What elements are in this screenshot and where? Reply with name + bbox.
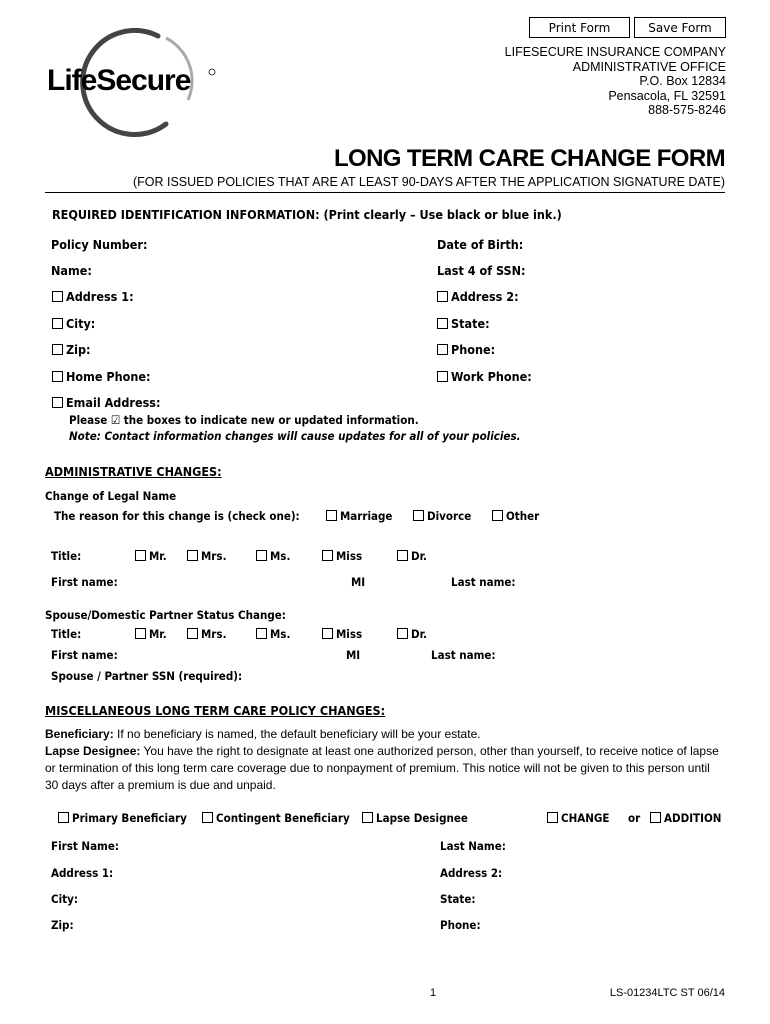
title-label: Title: (51, 549, 82, 563)
marriage-label: Marriage (340, 509, 393, 523)
mrs-option[interactable] (187, 549, 227, 563)
misc-heading: MISCELLANEOUS LONG TERM CARE POLICY CHANGES: (45, 703, 386, 718)
address2-row (437, 289, 519, 304)
state-row (437, 316, 490, 331)
spouse-ms-checkbox[interactable] (256, 628, 267, 639)
form-code: LS-01234LTC ST 06/14 (609, 987, 725, 999)
phone-checkbox[interactable] (437, 344, 448, 355)
spouse-ms-option[interactable] (256, 627, 290, 641)
address2-label: Address 2: (451, 289, 519, 304)
lapse-designee-label: Lapse Designee (376, 811, 468, 825)
identification-heading: REQUIRED IDENTIFICATION INFORMATION: (Print clearly – Use black or blue ink.) (52, 207, 562, 222)
spouse-first-name-field[interactable]: First name: (51, 648, 118, 662)
legal-name-label: Change of Legal Name (45, 489, 177, 503)
beneficiary-paragraph (45, 726, 725, 794)
dr-label: Dr. (411, 549, 427, 563)
email-checkbox[interactable] (52, 397, 63, 408)
contact-note: Note: Contact information changes will cause updates for all of your policies. (69, 429, 521, 443)
ssn-last4-field[interactable]: Last 4 of SSN: (437, 263, 526, 278)
dob-field[interactable]: Date of Birth: (437, 237, 524, 252)
ms-checkbox[interactable] (256, 550, 267, 561)
state-checkbox[interactable] (437, 318, 448, 329)
primary-beneficiary-label: Primary Beneficiary (72, 811, 187, 825)
ms-label: Ms. (270, 549, 291, 563)
contingent-beneficiary-label: Contingent Beneficiary (216, 811, 350, 825)
page-number: 1 (430, 987, 437, 999)
zip-row (52, 342, 91, 357)
mr-label: Mr. (149, 549, 167, 563)
spouse-mr-option[interactable] (135, 627, 167, 641)
lapse-text: You have the right to designate at least one authorized person, other than yourself, to receive notice of lapse or termination of this long term care coverage due to nonpayment of premium. This notice will not be given to this person until 30 days after a premium is due and unpaid. (45, 744, 719, 792)
state-label: State: (451, 316, 490, 331)
home-phone-label: Home Phone: (66, 369, 151, 384)
mrs-label: Mrs. (201, 549, 227, 563)
print-form-button[interactable]: Print Form (529, 17, 630, 38)
spouse-ms-label: Ms. (270, 627, 291, 641)
spouse-ssn-field[interactable]: Spouse / Partner SSN (required): (51, 669, 243, 683)
spouse-miss-checkbox[interactable] (322, 628, 333, 639)
misc-last-name-field[interactable]: Last Name: (440, 839, 506, 853)
lapse-designee-checkbox[interactable] (362, 812, 373, 823)
misc-address1-field[interactable]: Address 1: (51, 866, 114, 880)
policy-number-field[interactable]: Policy Number: (51, 237, 148, 252)
spouse-mrs-checkbox[interactable] (187, 628, 198, 639)
or-label: or (628, 811, 641, 825)
primary-beneficiary-option[interactable] (58, 811, 187, 825)
contingent-beneficiary-checkbox[interactable] (202, 812, 213, 823)
title-divider (45, 192, 725, 193)
first-name-field[interactable]: First name: (51, 575, 118, 589)
city-label: City: (66, 316, 96, 331)
phone-row (437, 342, 495, 357)
company-name: LIFESECURE INSURANCE COMPANY (504, 45, 726, 59)
other-checkbox[interactable] (492, 510, 503, 521)
phone-label: Phone: (451, 342, 496, 357)
divorce-option[interactable] (413, 509, 471, 523)
home-phone-row (52, 369, 151, 384)
misc-phone-field[interactable]: Phone: (440, 918, 481, 932)
misc-address2-field[interactable]: Address 2: (440, 866, 503, 880)
work-phone-label: Work Phone: (451, 369, 532, 384)
spouse-heading: Spouse/Domestic Partner Status Change: (45, 608, 286, 622)
miss-option[interactable] (322, 549, 362, 563)
dr-checkbox[interactable] (397, 550, 408, 561)
marriage-checkbox[interactable] (326, 510, 337, 521)
address2-checkbox[interactable] (437, 291, 448, 302)
beneficiary-text: If no beneficiary is named, the default beneficiary will be your estate. (113, 727, 481, 741)
miss-checkbox[interactable] (322, 550, 333, 561)
zip-checkbox[interactable] (52, 344, 63, 355)
zip-label: Zip: (66, 342, 91, 357)
spouse-mi-field[interactable]: MI (346, 648, 361, 662)
beneficiary-label: Beneficiary: (45, 727, 114, 741)
misc-city-field[interactable]: City: (51, 892, 78, 906)
spouse-title-label: Title: (51, 627, 82, 641)
change-checkbox[interactable] (547, 812, 558, 823)
checkbox-instruction: Please ☑ the boxes to indicate new or updated information. (69, 413, 419, 427)
mi-field[interactable]: MI (351, 575, 366, 589)
city-checkbox[interactable] (52, 318, 63, 329)
last-name-field[interactable]: Last name: (451, 575, 516, 589)
email-row (52, 395, 160, 410)
dr-option[interactable] (397, 549, 427, 563)
work-phone-checkbox[interactable] (437, 371, 448, 382)
ms-option[interactable] (256, 549, 290, 563)
company-office: ADMINISTRATIVE OFFICE (572, 59, 726, 74)
misc-state-field[interactable]: State: (440, 892, 476, 906)
change-label: CHANGE (561, 811, 610, 825)
address1-checkbox[interactable] (52, 291, 63, 302)
page-title: LONG TERM CARE CHANGE FORM (333, 145, 725, 172)
address1-row (52, 289, 134, 304)
divorce-label: Divorce (427, 509, 472, 523)
city-row (52, 316, 95, 331)
addition-checkbox[interactable] (650, 812, 661, 823)
home-phone-checkbox[interactable] (52, 371, 63, 382)
spouse-mr-label: Mr. (149, 627, 167, 641)
mr-option[interactable] (135, 549, 167, 563)
save-form-button[interactable]: Save Form (634, 17, 726, 38)
misc-zip-field[interactable]: Zip: (51, 918, 74, 932)
page-subtitle: (FOR ISSUED POLICIES THAT ARE AT LEAST 90-DAYS AFTER THE APPLICATION SIGNATURE DATE) (132, 175, 725, 189)
addition-option[interactable] (650, 811, 721, 825)
admin-heading: ADMINISTRATIVE CHANGES: (45, 464, 222, 479)
spouse-dr-label: Dr. (411, 627, 427, 641)
contingent-beneficiary-option[interactable] (202, 811, 350, 825)
spouse-dr-checkbox[interactable] (397, 628, 408, 639)
spouse-miss-option[interactable] (322, 627, 362, 641)
spouse-mr-checkbox[interactable] (135, 628, 146, 639)
mrs-checkbox[interactable] (187, 550, 198, 561)
company-city: Pensacola, FL 32591 (608, 88, 726, 103)
spouse-last-name-field[interactable]: Last name: (431, 648, 496, 662)
spouse-miss-label: Miss (336, 627, 363, 641)
logo-text: LifeSecure (47, 64, 191, 97)
miss-label: Miss (336, 549, 363, 563)
lapse-label: Lapse Designee: (45, 744, 141, 758)
other-option[interactable] (492, 509, 539, 523)
work-phone-row (437, 369, 532, 384)
spouse-mrs-label: Mrs. (201, 627, 227, 641)
spouse-dr-option[interactable] (397, 627, 427, 641)
misc-first-name-field[interactable]: First Name: (51, 839, 120, 853)
address1-label: Address 1: (66, 289, 134, 304)
addition-label: ADDITION (664, 811, 722, 825)
lapse-designee-option[interactable] (362, 811, 468, 825)
company-po-box: P.O. Box 12834 (639, 74, 726, 88)
mr-checkbox[interactable] (135, 550, 146, 561)
name-field[interactable]: Name: (51, 263, 92, 278)
spouse-mrs-option[interactable] (187, 627, 227, 641)
change-option[interactable] (547, 811, 609, 825)
company-address (505, 45, 726, 118)
divorce-checkbox[interactable] (413, 510, 424, 521)
marriage-option[interactable] (326, 509, 392, 523)
primary-beneficiary-checkbox[interactable] (58, 812, 69, 823)
reason-label: The reason for this change is (check one): (54, 509, 300, 523)
company-phone: 888-575-8246 (648, 103, 726, 117)
email-label: Email Address: (66, 395, 161, 410)
other-label: Other (506, 509, 540, 523)
